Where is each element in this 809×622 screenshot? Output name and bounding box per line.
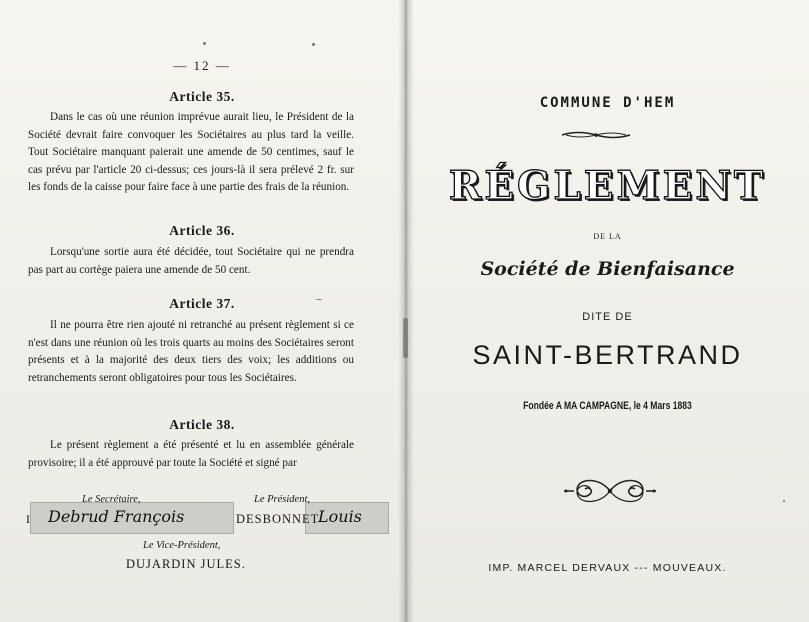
secretary-signature: Debrud François [48, 507, 185, 526]
article-36-body: Lorsqu'une sortie aura été décidée, tout Sociétaire qui ne prendra pas part au cortège paiera une amende de 50 cent. [28, 246, 354, 276]
president-label: Le Président, [254, 494, 310, 505]
saint-bertrand-title: SAINT-BERTRAND [472, 340, 743, 370]
paper-speck [316, 299, 322, 300]
paper-speck [203, 42, 206, 45]
secretary-label: Le Secrétaire, [82, 494, 141, 505]
page-number: — 12 — [173, 58, 231, 73]
founded-line: Fondée A MA CAMPAGNE, le 4 Mars 1883 [523, 400, 692, 412]
de-la-text: DE LA [593, 232, 622, 241]
article-35-title: Article 35. [169, 89, 235, 104]
vice-president-name: DUJARDIN JULES. [126, 557, 246, 571]
article-35-body: Dans le cas où une réunion imprévue aurait lieu, le Président de la Société devrait faire convoquer les Sociétaires au plus tard la veille. Tout Sociétaire manquant paierait une amende de 50 centimes, sauf le cas prévu par l'article 20 ci-dessus; ces jours-là il sera prélevé 2 fr. sur les fonds de la caisse pour faire face à une partie des frais de la réunion. [28, 111, 354, 194]
scroll-ornament-icon [560, 472, 660, 510]
dite-de-text: DITE DE [582, 311, 633, 323]
president-name: DESBONNET [236, 512, 320, 526]
paper-speck [783, 500, 785, 502]
main-title: RÉGLEMENT [448, 163, 767, 209]
society-name: Société de Bienfaisance [480, 258, 735, 280]
vice-president-label: Le Vice-Président, [143, 540, 221, 551]
article-37-title: Article 37. [169, 296, 235, 311]
article-38-title: Article 38. [169, 417, 235, 432]
initial-mark: I [26, 512, 30, 526]
paper-speck [312, 43, 315, 46]
article-37-body: Il ne pourra être rien ajouté ni retranché au présent règlement si ce n'est dans une réunion où les trois quarts au moins des Sociétaires seront présents et à la majorité des deux tiers des voix; les additions ou retranchements seront obligatoires pour tous les Sociétaires. [28, 319, 354, 384]
article-38-body: Le présent règlement a été présenté et lu en assemblée générale provisoire; il a été approuvé par toute la Société et signé par [28, 439, 354, 469]
article-36-title: Article 36. [169, 223, 235, 238]
divider-ornament-icon [560, 128, 632, 142]
printer-line: IMP. MARCEL DERVAUX --- MOUVEAUX. [488, 562, 727, 574]
commune-heading: COMMUNE D'HEM [539, 95, 676, 111]
president-signature: Louis [318, 507, 362, 526]
